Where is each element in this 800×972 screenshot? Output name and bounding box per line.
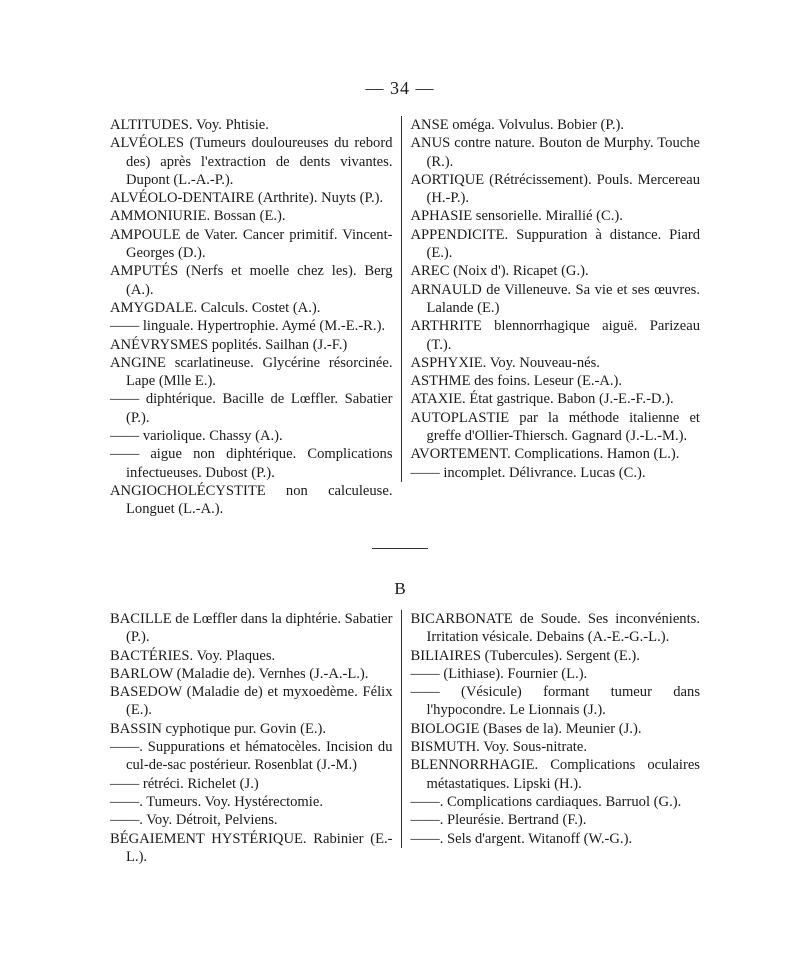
index-entry: —— incomplet. Délivrance. Lucas (C.).: [410, 464, 646, 481]
index-entry: ASTHME des foins. Leseur (E.-A.).: [410, 373, 623, 390]
index-entry: —— (Lithiase). Fournier (L.).: [410, 665, 588, 682]
index-entry: BICARBONATE de Soude. Ses inconvénients. Irritation vésicale. Debains (A.-E.-G.-L.).: [410, 611, 700, 646]
index-entry: ——. Complications cardiaques. Barruol (G.).: [410, 793, 682, 810]
index-entry: —— diphtérique. Bacille de Lœffler. Sabatier (P.).: [110, 391, 393, 426]
index-entry: ANSE oméga. Volvulus. Bobier (P.).: [410, 117, 625, 133]
left-column: [110, 116, 401, 519]
index-entry: ——. Sels d'argent. Witanoff (W.-G.).: [410, 830, 633, 847]
index-entry: AMYGDALE. Calculs. Costet (A.).: [110, 299, 321, 316]
index-entry: AVORTEMENT. Complications. Hamon (L.).: [410, 446, 680, 463]
section-divider: [372, 548, 428, 549]
page-number: — 34 —: [365, 78, 435, 98]
index-section-b: [110, 610, 700, 866]
index-entry: —— variolique. Chassy (A.).: [110, 428, 283, 445]
index-entry: BACTÉRIES. Voy. Plaques.: [110, 647, 276, 664]
index-entry: APHASIE sensorielle. Mirallié (C.).: [410, 208, 623, 225]
index-entry: AMMONIURIE. Bossan (E.).: [110, 208, 286, 225]
index-entry: ALVÉOLO-DENTAIRE (Arthrite). Nuyts (P.).: [110, 190, 384, 207]
index-entry: ARTHRITE blennorrhagique aiguë. Parizeau (T.).: [410, 318, 700, 353]
index-entry: BACILLE de Lœffler dans la diphtérie. Sabatier (P.).: [110, 611, 393, 646]
index-entry: ALTITUDES. Voy. Phtisie.: [110, 117, 269, 133]
index-entry: ALVÉOLES (Tumeurs douloureuses du rebord des) après l'extraction de dents vivantes. Dupont (L.-A.-P.).: [110, 135, 393, 188]
index-entry: ARNAULD de Villeneuve. Sa vie et ses œuvres. Lalande (E.): [410, 281, 700, 316]
index-entry: —— rétréci. Richelet (J.): [110, 775, 259, 792]
index-entry: BÉGAIEMENT HYSTÉRIQUE. Rabinier (E.-L.).: [110, 830, 393, 865]
index-entry: BARLOW (Maladie de). Vernhes (J.-A.-L.).: [110, 665, 369, 682]
index-entry: ANUS contre nature. Bouton de Murphy. Touche (R.).: [410, 135, 700, 170]
index-section-a: [110, 116, 700, 519]
index-entry: BILIAIRES (Tubercules). Sergent (E.).: [410, 647, 640, 664]
index-entry: ——. Pleurésie. Bertrand (F.).: [410, 812, 587, 829]
index-entry: BLENNORRHAGIE. Complications oculaires métastatiques. Lipski (H.).: [410, 757, 700, 792]
index-entry: BIOLOGIE (Bases de la). Meunier (J.).: [410, 720, 642, 737]
index-entry: —— (Vésicule) formant tumeur dans l'hypocondre. Le Lionnais (J.).: [410, 684, 700, 719]
index-entry: ATAXIE. État gastrique. Babon (J.-E.-F.-D.).: [410, 391, 674, 408]
right-column: [401, 610, 701, 848]
left-column: [110, 610, 401, 866]
index-entry: ——. Suppurations et hématocèles. Incision du cul-de-sac postérieur. Rosenblat (J.-M.): [110, 739, 393, 774]
index-entry: ANGIOCHOLÉCYSTITE non calculeuse. Longuet (L.-A.).: [110, 482, 393, 518]
index-entry: ——. Tumeurs. Voy. Hystérectomie.: [110, 793, 323, 810]
index-entry: AREC (Noix d'). Ricapet (G.).: [410, 263, 589, 280]
index-entry: AMPUTÉS (Nerfs et moelle chez les). Berg (A.).: [110, 263, 393, 298]
index-entry: AUTOPLASTIE par la méthode italienne et greffe d'Ollier-Thiersch. Gagnard (J.-L.-M.).: [410, 409, 700, 445]
index-entry: —— linguale. Hypertrophie. Aymé (M.-E.-R.).: [110, 318, 386, 335]
index-entry: BASEDOW (Maladie de) et myxoedème. Félix (E.).: [110, 684, 393, 719]
right-column: [401, 116, 701, 482]
index-entry: —— aigue non diphtérique. Complications infectueuses. Dubost (P.).: [110, 446, 393, 481]
index-entry: BASSIN cyphotique pur. Govin (E.).: [110, 720, 327, 737]
index-entry: APPENDICITE. Suppuration à distance. Piard (E.).: [410, 226, 700, 262]
index-entry: ANGINE scarlatineuse. Glycérine résorcinée. Lape (Mlle E.).: [110, 354, 393, 390]
index-entry: AORTIQUE (Rétrécissement). Pouls. Mercereau (H.-P.).: [410, 171, 700, 207]
section-letter: B: [394, 579, 406, 598]
index-entry: ASPHYXIE. Voy. Nouveau-nés.: [410, 354, 600, 371]
index-entry: AMPOULE de Vater. Cancer primitif. Vincent-Georges (D.).: [110, 226, 393, 262]
index-entry: ——. Voy. Détroit, Pelviens.: [110, 812, 278, 829]
index-entry: ANÉVRYSMES poplités. Sailhan (J.-F.): [110, 336, 348, 353]
index-entry: BISMUTH. Voy. Sous-nitrate.: [410, 739, 587, 756]
